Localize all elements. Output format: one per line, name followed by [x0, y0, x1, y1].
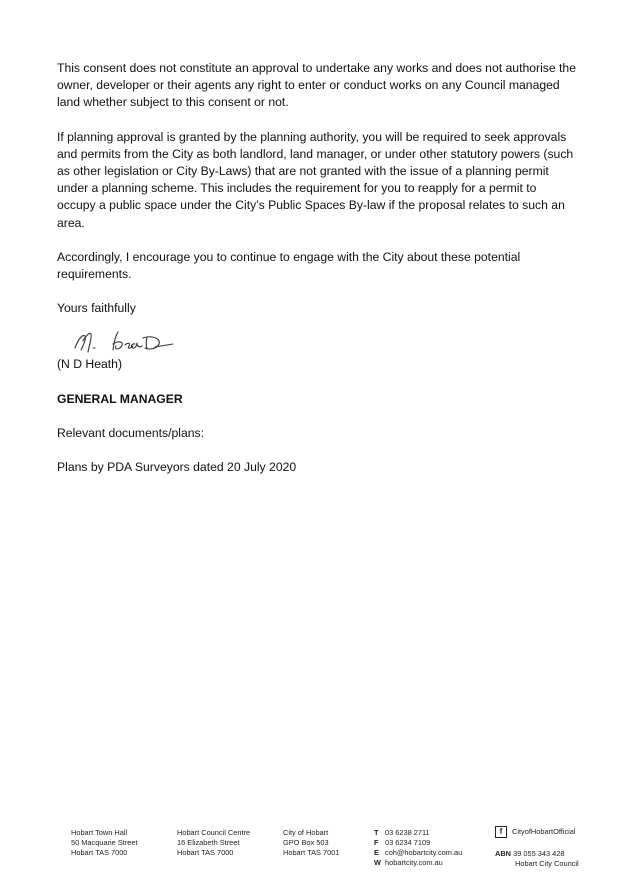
closing-salutation: Yours faithfully: [57, 301, 136, 316]
footer-line: 50 Macquarie Street: [71, 838, 138, 847]
footer-postal-address: [283, 828, 339, 858]
footer-line: 16 Elizabeth Street: [177, 838, 240, 847]
paragraph-consent: This consent does not constitute an approval to undertake any works and does not authorise the owner, developer or their agents any right to enter or conduct works on any Council managed land whether subject to this consent or not.: [57, 61, 576, 110]
letter-body: [57, 60, 577, 493]
letterhead-footer: [71, 828, 601, 872]
footer-line: City of Hobart: [283, 828, 329, 837]
footer-contacts: [374, 828, 462, 868]
facebook-handle[interactable]: CityofHobartOfficial: [512, 827, 576, 836]
footer-line: Hobart Council Centre: [177, 828, 251, 837]
contact-key: T: [374, 828, 379, 837]
footer-social-abn: [495, 826, 579, 869]
email-link[interactable]: coh@hobartcity.com.au: [385, 848, 463, 857]
footer-fax: [374, 838, 462, 848]
plans-reference: Plans by PDA Surveyors dated 20 July 2020: [57, 460, 297, 475]
contact-value: 03 6238 2711: [385, 828, 430, 837]
footer-line: Hobart TAS 7000: [177, 848, 234, 857]
contact-key: E: [374, 848, 379, 857]
footer-website[interactable]: [374, 858, 462, 868]
facebook-icon: f: [495, 826, 507, 838]
footer-email[interactable]: [374, 848, 462, 858]
contact-key: F: [374, 838, 379, 847]
council-name: Hobart City Council: [515, 859, 579, 868]
abn-row: [495, 849, 579, 859]
paragraph-planning-approval: If planning approval is granted by the planning authority, you will be required to seek approvals and permits from the City as both landlord, land manager, or under other statutory powers (such as other legislation or City By-Laws) that are not granted with the issue of a planning permit under a planning scheme. This includes the requirement for you to reapply for a permit to occupy a public space under the City’s Public Spaces By-law if the proposal relates to such an area.: [57, 129, 574, 230]
signatory-title: GENERAL MANAGER: [57, 391, 183, 406]
contact-key: W: [374, 858, 381, 867]
handwritten-signature: [69, 326, 189, 356]
facebook-row[interactable]: [495, 826, 579, 838]
footer-town-hall: [71, 828, 138, 858]
abn-value: 39 055 343 428: [513, 849, 565, 858]
contact-value: 03 6234 7109: [385, 838, 431, 847]
footer-line: Hobart TAS 7001: [283, 848, 340, 857]
website-link[interactable]: hobartcity.com.au: [385, 858, 443, 867]
footer-council-centre: [177, 828, 250, 858]
footer-line: Hobart TAS 7000: [71, 848, 128, 857]
footer-phone: [374, 828, 462, 838]
abn-label: ABN: [495, 849, 512, 858]
footer-line: Hobart Town Hall: [71, 828, 128, 837]
footer-line: GPO Box 503: [283, 838, 329, 847]
signatory-name: (N D Heath): [57, 357, 123, 372]
relevant-documents-label: Relevant documents/plans:: [57, 425, 205, 440]
paragraph-engagement: Accordingly, I encourage you to continue to engage with the City about these potential requirements.: [57, 249, 521, 282]
